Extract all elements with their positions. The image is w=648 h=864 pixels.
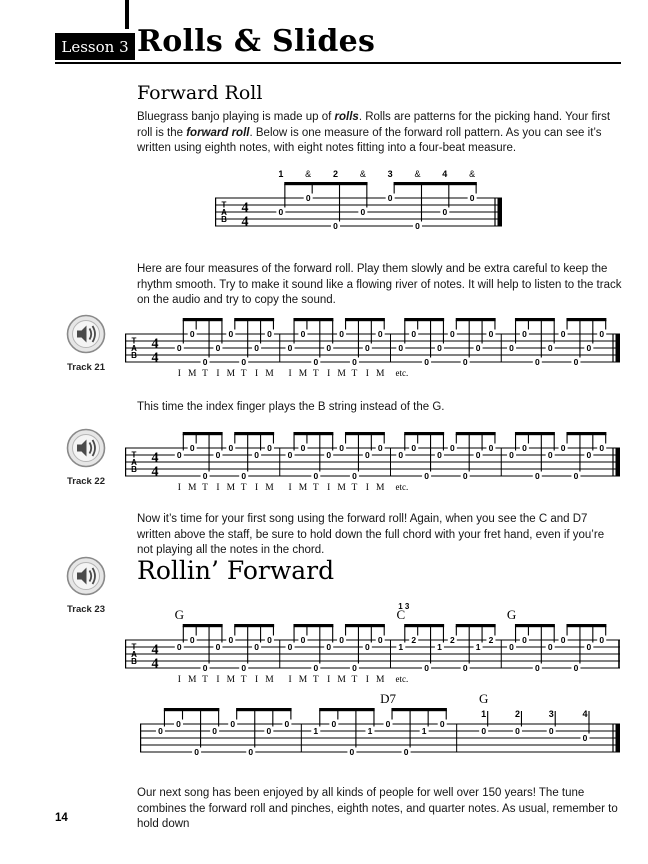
svg-text:0: 0 [287,450,293,461]
svg-text:0: 0 [387,193,393,204]
svg-text:D7: D7 [380,691,396,706]
svg-text:0: 0 [287,343,293,354]
lesson-label: Lesson 3 [61,37,129,56]
svg-text:M: M [265,675,274,685]
svg-text:0: 0 [377,635,383,646]
svg-text:M: M [337,369,346,379]
title-rule [55,62,621,64]
svg-text:T: T [312,483,319,493]
svg-text:M: M [187,675,197,685]
svg-text:0: 0 [228,329,234,340]
svg-text:0: 0 [599,635,605,646]
svg-text:0: 0 [573,471,579,482]
svg-text:M: M [298,483,308,493]
svg-text:1: 1 [313,726,319,737]
svg-text:0: 0 [241,357,247,368]
svg-text:0: 0 [385,719,391,730]
svg-text:T: T [351,675,358,685]
svg-text:0: 0 [488,329,494,340]
svg-text:0: 0 [352,471,357,482]
svg-text:0: 0 [364,450,370,461]
svg-text:0: 0 [189,635,195,646]
svg-text:0: 0 [326,343,332,354]
svg-text:0: 0 [534,471,540,482]
svg-text:0: 0 [411,329,417,340]
svg-text:0: 0 [267,329,272,340]
svg-text:0: 0 [254,343,259,354]
svg-text:0: 0 [437,343,442,354]
svg-text:0: 0 [586,343,592,354]
song-title: Rollin’ Forward [137,556,335,585]
svg-text:I: I [177,675,181,685]
svg-text:0: 0 [300,443,306,454]
speaker-icon [66,314,106,354]
audio-track-22 [58,428,114,487]
svg-text:&: & [305,169,312,179]
svg-text:0: 0 [339,635,344,646]
svg-text:0: 0 [313,471,319,482]
svg-text:1: 1 [421,726,427,737]
page-number: 14 [55,812,68,824]
svg-text:0: 0 [403,747,409,758]
svg-text:0: 0 [424,663,429,674]
svg-text:I: I [288,483,292,493]
svg-text:I: I [327,483,331,493]
svg-text:M: M [265,483,274,493]
tab-staff [215,168,502,236]
svg-text:0: 0 [377,443,383,454]
audio-track-23 [58,556,114,615]
lesson-badge [55,33,135,60]
svg-text:B: B [221,215,227,225]
svg-text:0: 0 [284,719,290,730]
svg-text:0: 0 [326,642,332,653]
svg-text:0: 0 [547,343,553,354]
svg-text:C: C [396,607,406,622]
tab-staff [140,690,620,762]
svg-text:M: M [375,483,385,493]
svg-text:0: 0 [241,663,247,674]
svg-text:0: 0 [176,642,182,653]
svg-text:T: T [240,483,247,493]
svg-text:T: T [351,483,358,493]
tab-staff [125,598,620,688]
svg-text:2: 2 [411,635,417,646]
svg-text:0: 0 [573,357,579,368]
svg-text:0: 0 [215,642,221,653]
svg-text:0: 0 [599,329,605,340]
svg-text:M: M [375,369,385,379]
svg-text:0: 0 [439,719,445,730]
svg-text:4: 4 [151,350,159,366]
svg-text:0: 0 [469,193,475,204]
svg-text:0: 0 [326,450,332,461]
svg-text:T: T [351,369,358,379]
svg-text:0: 0 [352,357,357,368]
svg-text:M: M [226,483,236,493]
svg-text:T: T [131,336,137,346]
paragraph-b-string: This time the index finger plays the B string instead of the G. [137,401,445,413]
svg-text:0: 0 [509,343,514,354]
svg-text:0: 0 [248,747,254,758]
svg-text:2: 2 [514,709,520,719]
svg-text:G: G [478,691,489,706]
svg-text:I: I [327,369,331,379]
svg-text:T: T [240,369,247,379]
svg-text:0: 0 [560,329,566,340]
svg-text:0: 0 [515,726,520,737]
svg-text:&: & [469,169,476,179]
svg-text:0: 0 [333,221,338,232]
svg-text:0: 0 [176,450,182,461]
svg-text:I: I [177,369,181,379]
svg-text:A: A [221,207,227,217]
svg-text:0: 0 [189,329,195,340]
svg-text:0: 0 [377,329,383,340]
svg-text:0: 0 [475,343,481,354]
svg-text:0: 0 [228,443,234,454]
svg-text:M: M [298,675,308,685]
svg-text:M: M [337,483,346,493]
svg-text:0: 0 [215,343,221,354]
svg-text:0: 0 [230,719,236,730]
svg-text:I: I [177,483,181,493]
svg-text:1: 1 [481,709,487,719]
svg-text:0: 0 [415,221,420,232]
svg-text:4: 4 [151,642,159,658]
svg-text:&: & [359,169,366,179]
svg-text:0: 0 [560,635,566,646]
svg-text:0: 0 [462,357,468,368]
tab-staff [125,314,620,382]
svg-text:0: 0 [586,642,592,653]
svg-text:0: 0 [534,357,540,368]
svg-text:0: 0 [424,471,429,482]
svg-text:0: 0 [424,357,429,368]
svg-text:0: 0 [534,663,540,674]
corner-mark [125,0,129,29]
page-title: Rolls & Slides [137,24,376,59]
svg-text:T: T [312,369,319,379]
paragraph-intro: Bluegrass banjo playing is made up of rolls. Rolls are patterns for the picking hand. Your first roll is the forward roll. Below is one measure of the forward roll pattern. As you can see it’s written using eighth notes, with eight notes fitting into a four-beat measure. [137,111,611,155]
svg-text:0: 0 [349,747,355,758]
svg-text:0: 0 [548,726,554,737]
svg-text:T: T [202,369,208,379]
svg-text:0: 0 [254,642,259,653]
svg-text:T: T [240,675,247,685]
svg-text:0: 0 [481,726,487,737]
tab-forward-roll-example [215,168,502,241]
svg-text:0: 0 [462,663,468,674]
svg-text:1: 1 [367,726,373,737]
svg-text:0: 0 [305,193,311,204]
svg-text:4: 4 [582,709,588,719]
svg-text:4: 4 [151,450,159,466]
svg-text:0: 0 [437,450,442,461]
svg-text:I: I [327,675,331,685]
svg-text:0: 0 [228,635,234,646]
svg-text:M: M [265,369,274,379]
svg-text:A: A [131,649,137,659]
svg-text:M: M [375,675,385,685]
svg-text:0: 0 [266,726,272,737]
svg-text:1: 1 [278,169,284,179]
svg-text:0: 0 [449,329,455,340]
svg-text:M: M [187,483,197,493]
svg-text:0: 0 [398,450,404,461]
svg-text:0: 0 [522,443,527,454]
speaker-icon [66,556,106,596]
svg-text:2: 2 [488,635,494,646]
svg-text:0: 0 [241,471,247,482]
section-heading-forward-roll: Forward Roll [137,82,263,104]
svg-text:0: 0 [582,733,588,744]
svg-text:G: G [506,607,517,622]
svg-text:4: 4 [241,200,249,216]
svg-text:M: M [298,369,308,379]
svg-text:0: 0 [547,450,553,461]
svg-text:0: 0 [364,642,370,653]
svg-text:1: 1 [398,642,404,653]
svg-text:M: M [337,675,346,685]
svg-text:1 3: 1 3 [398,602,410,611]
svg-text:3: 3 [548,709,554,719]
svg-text:0: 0 [339,329,344,340]
tab-track-22 [125,428,620,501]
svg-text:I: I [254,675,259,685]
tab-song-line-2 [140,690,620,767]
svg-text:0: 0 [560,443,566,454]
svg-text:0: 0 [176,719,181,730]
svg-text:etc.: etc. [395,674,409,684]
svg-text:0: 0 [267,635,272,646]
svg-text:0: 0 [360,207,366,218]
svg-text:4: 4 [151,464,159,480]
svg-text:0: 0 [313,663,319,674]
svg-text:I: I [216,369,220,379]
svg-text:0: 0 [202,357,208,368]
track-label: Track 22 [66,476,106,487]
svg-text:0: 0 [339,443,344,454]
svg-text:4: 4 [442,169,448,179]
speaker-icon [66,428,106,468]
svg-text:0: 0 [364,343,370,354]
svg-text:0: 0 [411,443,417,454]
svg-text:T: T [312,675,319,685]
svg-text:I: I [288,369,292,379]
tab-staff [125,428,620,496]
svg-text:0: 0 [267,443,272,454]
paragraph-four-measures: Here are four measures of the forward roll. Play them slowly and be extra careful to keep the rhythm smooth. Try to make it sound like a flowing river of notes. It will help to listen to the track on the audio and try to copy the sound. [137,263,622,307]
tab-song-line-1 [125,598,620,693]
svg-text:0: 0 [509,450,514,461]
svg-text:M: M [226,675,236,685]
svg-text:B: B [131,351,137,361]
svg-text:0: 0 [202,663,208,674]
svg-text:I: I [216,483,220,493]
svg-text:etc.: etc. [395,368,409,378]
svg-text:0: 0 [215,450,221,461]
svg-text:1: 1 [475,642,481,653]
svg-text:0: 0 [189,443,195,454]
svg-text:4: 4 [151,336,159,352]
track-label: Track 21 [66,362,106,373]
svg-text:I: I [365,369,369,379]
svg-text:B: B [131,465,137,475]
svg-text:0: 0 [475,450,481,461]
svg-text:A: A [131,457,137,467]
svg-text:I: I [365,675,369,685]
svg-text:T: T [221,200,227,210]
svg-text:0: 0 [398,343,404,354]
paragraph-next-song: Our next song has been enjoyed by all kinds of people for well over 150 years! The tune combines the forward roll and pinches, eighth notes, and quarter notes. As usual, remember to hold down [137,787,618,831]
svg-text:0: 0 [488,443,494,454]
svg-text:T: T [202,675,208,685]
svg-text:0: 0 [254,450,259,461]
svg-text:1: 1 [437,642,442,653]
svg-text:0: 0 [442,207,448,218]
svg-text:0: 0 [449,443,455,454]
svg-text:G: G [174,607,184,622]
svg-text:0: 0 [278,207,284,218]
svg-text:0: 0 [509,642,514,653]
svg-text:0: 0 [522,329,527,340]
svg-text:0: 0 [331,719,337,730]
svg-text:4: 4 [241,214,249,230]
svg-text:0: 0 [194,747,199,758]
paragraph-first-song: Now it’s time for your first song using the forward roll! Again, when you see the C and D7 written above the staff, be sure to hold down the full chord with your fret hand, even if you’re not playing all the notes in the chord. [137,513,605,557]
svg-text:0: 0 [176,343,182,354]
svg-text:I: I [216,675,220,685]
svg-text:0: 0 [586,450,592,461]
svg-text:2: 2 [449,635,455,646]
svg-text:etc.: etc. [395,482,409,492]
svg-text:0: 0 [522,635,527,646]
svg-text:&: & [414,169,421,179]
svg-text:0: 0 [287,642,293,653]
audio-track-21 [58,314,114,373]
svg-text:0: 0 [599,443,605,454]
svg-text:0: 0 [352,663,357,674]
svg-text:B: B [131,657,137,667]
svg-text:0: 0 [300,635,306,646]
svg-text:I: I [288,675,292,685]
svg-text:T: T [131,450,137,460]
svg-text:0: 0 [573,663,579,674]
svg-text:I: I [254,483,259,493]
svg-text:I: I [254,369,259,379]
svg-text:3: 3 [387,169,393,179]
svg-text:0: 0 [212,726,218,737]
svg-text:0: 0 [462,471,468,482]
track-label: Track 23 [66,604,106,615]
svg-text:T: T [131,642,137,652]
svg-text:0: 0 [313,357,319,368]
svg-text:0: 0 [202,471,208,482]
tab-track-21 [125,314,620,387]
svg-text:M: M [226,369,236,379]
svg-text:I: I [365,483,369,493]
svg-text:0: 0 [547,642,553,653]
svg-text:0: 0 [300,329,306,340]
svg-text:M: M [187,369,197,379]
svg-text:4: 4 [151,656,159,672]
svg-text:2: 2 [333,169,339,179]
svg-text:0: 0 [158,726,163,737]
svg-text:A: A [131,343,137,353]
svg-text:T: T [202,483,208,493]
